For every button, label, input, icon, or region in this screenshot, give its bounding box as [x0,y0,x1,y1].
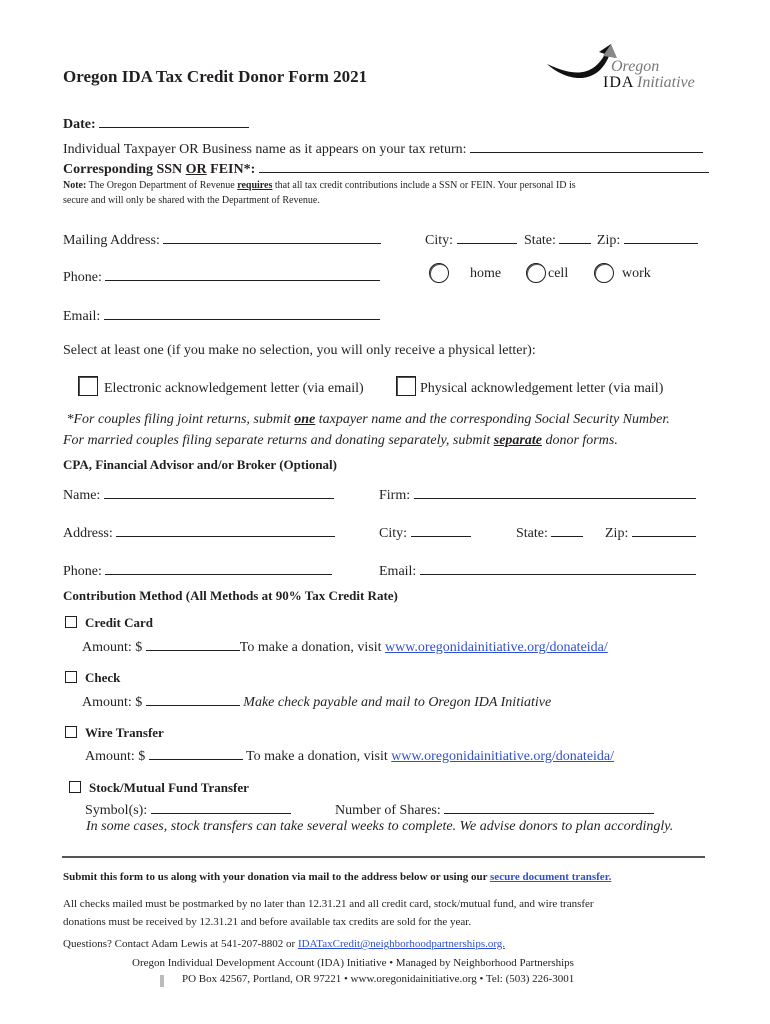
logo-ida: IDA [603,74,635,91]
cpa-zip-label: Zip: [605,526,629,541]
footer-divider [62,856,705,858]
check-checkbox[interactable] [65,671,77,683]
stock-symbols-row [85,799,291,819]
check-option[interactable] [65,670,120,686]
note-label: Note: [63,180,87,191]
cpa-firm-label: Firm: [379,488,411,503]
logo [545,40,715,95]
stock-option[interactable] [69,780,249,796]
state-field[interactable] [559,229,591,244]
submit-instructions [63,871,611,883]
mailing-address-field[interactable] [163,229,381,244]
wire-visit: To make a donation, visit [246,749,392,764]
credit-card-option[interactable] [65,615,153,631]
cpa-name-field[interactable] [104,484,334,499]
org-line2: PO Box 42567, Portland, OR 97221 • www.oregonidainitiative.org • Tel: (503) 226-3001 [182,973,575,985]
home-radio[interactable] [429,263,449,283]
home-label: home [470,266,502,281]
credit-card-amount-field[interactable] [146,636,240,651]
date-label: Date: [63,117,96,132]
questions-row [63,938,505,950]
cpa-phone-field[interactable] [105,560,332,575]
physical-ack-label: Physical acknowledgement letter (via mail) [420,381,664,396]
method-heading: Contribution Method (All Methods at 90% Tax Credit Rate) [63,588,398,603]
wire-label: Wire Transfer [85,725,164,740]
check-amount-row [82,691,551,711]
check-amount-field[interactable] [146,691,240,706]
mailing-label: Mailing Address: [63,233,160,248]
note-text-a: The Oregon Department of Revenue [86,180,238,191]
check-label: Check [85,670,121,685]
cpa-firm-row [379,484,696,504]
phone-row [63,266,380,286]
email-label: Email: [63,309,101,324]
taxpayer-label: Individual Taxpayer OR Business name as it appears on your tax return: [63,142,467,157]
stock-symbols-field[interactable] [151,799,291,814]
wire-amount-row [85,745,614,765]
cpa-zip-field[interactable] [632,522,696,537]
stock-label: Stock/Mutual Fund Transfer [89,780,249,795]
city-label: City: [425,233,454,248]
ssn-row [63,158,709,178]
credit-card-donate-link[interactable]: www.oregonidainitiative.org/donateida/ [385,640,608,655]
select-instructions: Select at least one (if you make no selection, you will only receive a physical letter): [63,343,536,358]
cpa-name-row [63,484,334,504]
city-field[interactable] [457,229,517,244]
cpa-address-label: Address: [63,526,113,541]
electronic-ack-checkbox[interactable] [78,376,98,396]
ssn-label-or: OR [185,162,207,177]
couples-line1-c: taxpayer name and the corresponding Social Security Number. [315,412,670,427]
taxpayer-row [63,138,703,158]
questions-text: Questions? Contact Adam Lewis at 541-207-8802 or [63,938,298,950]
zip-label: Zip: [596,233,621,248]
email-field[interactable] [104,305,380,320]
work-label: work [622,266,651,281]
logo-initiative: Initiative [637,74,695,91]
phone-label: Phone: [63,270,102,285]
deadline-line2: donations must be received by 12.31.21 and before available tax credits are sold for the year. [63,916,472,928]
city-row [425,229,698,249]
check-amount-label: Amount: $ [82,695,143,710]
submit-text: Submit this form to us along with your donation via mail to the address below or using our [63,871,491,883]
wire-option[interactable] [65,725,164,741]
stock-shares-field[interactable] [444,799,654,814]
note [63,178,576,208]
mailing-row [63,229,381,249]
note-requires: requires [237,180,273,191]
cpa-city-label: City: [379,526,408,541]
note-text-b: that all tax credit contributions include a SSN or FEIN. Your personal ID is [272,180,576,191]
couples-note [63,409,670,451]
cpa-city-field[interactable] [411,522,471,537]
cpa-address-row [63,522,335,542]
date-field[interactable] [99,113,249,128]
couples-one: one [294,412,316,427]
credit-card-amount-label: Amount: $ [82,640,143,655]
stock-shares-label: Number of Shares: [335,803,441,818]
couples-separate: separate [493,433,542,448]
cpa-address-field[interactable] [116,522,335,537]
wire-amount-label: Amount: $ [85,749,146,764]
ssn-label-b: FEIN*: [206,162,256,177]
work-radio[interactable] [594,263,614,283]
cpa-phone-label: Phone: [63,564,102,579]
couples-line2-a: For married couples filing separate returns and donating separately, submit [63,433,494,448]
cell-radio[interactable] [526,263,546,283]
wire-checkbox[interactable] [65,726,77,738]
deadline-text [63,895,594,931]
cpa-city-row [379,522,471,542]
ssn-label-a: Corresponding SSN [63,162,186,177]
cell-label: cell [548,266,569,281]
page-title: Oregon IDA Tax Credit Donor Form 2021 [63,67,368,86]
corner-mark-icon [160,975,164,987]
cpa-email-field[interactable] [420,560,696,575]
secure-transfer-link[interactable]: secure document transfer. [490,871,612,883]
electronic-ack-label: Electronic acknowledgement letter (via email) [104,381,364,396]
cpa-state-label: State: [516,526,548,541]
org-line1: Oregon Individual Development Account (IDA) Initiative • Managed by Neighborhood Partnerships [132,957,574,969]
taxpayer-name-field[interactable] [470,138,703,153]
phone-field[interactable] [105,266,380,281]
credit-card-amount-row [82,636,608,656]
cpa-phone-row [63,560,332,580]
deadline-line1: All checks mailed must be postmarked by no later than 12.31.21 and all credit card, stock/mutual fund, and wire transfer [63,898,594,910]
cpa-name-label: Name: [63,488,101,503]
cpa-heading: CPA, Financial Advisor and/or Broker (Optional) [63,457,337,472]
couples-line2-c: donor forms. [541,433,618,448]
email-row [63,305,380,325]
ssn-fein-field[interactable] [259,158,709,173]
cpa-firm-field[interactable] [414,484,696,499]
wire-donate-link[interactable]: www.oregonidainitiative.org/donateida/ [391,749,615,764]
contact-email-link[interactable]: IDATaxCredit@neighborhoodpartnerships.org. [297,938,506,950]
logo-oregon: Oregon [611,58,660,75]
state-label: State: [524,233,556,248]
stock-shares-row [335,799,654,819]
stock-note: In some cases, stock transfers can take several weeks to complete. We advise donors to plan accordingly. [86,819,674,834]
stock-checkbox[interactable] [69,781,81,793]
note-line2: secure and will only be shared with the Department of Revenue. [63,195,320,206]
cpa-email-label: Email: [379,564,417,579]
wire-amount-field[interactable] [149,745,243,760]
check-note: Make check payable and mail to Oregon IDA Initiative [243,695,552,710]
stock-symbols-label: Symbol(s): [85,803,148,818]
cpa-email-row [379,560,696,580]
physical-ack-checkbox[interactable] [396,376,416,396]
cpa-zip-row [605,522,696,542]
credit-card-label: Credit Card [85,615,154,630]
cpa-state-field[interactable] [551,522,583,537]
credit-card-checkbox[interactable] [65,616,77,628]
couples-line1-a: *For couples filing joint returns, submit [66,412,295,427]
credit-card-visit: To make a donation, visit [239,640,385,655]
date-row [63,113,249,133]
zip-field[interactable] [624,229,698,244]
cpa-state-row [516,522,583,542]
